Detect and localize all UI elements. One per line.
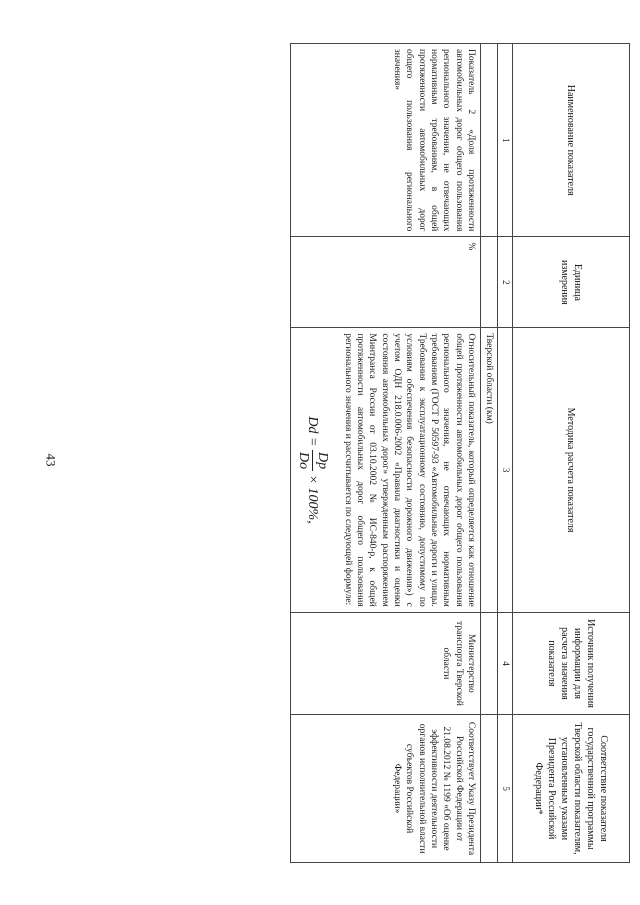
rotated-table-container xyxy=(200,43,630,863)
formula-lhs: Dd = xyxy=(305,416,321,447)
col-number: 1 xyxy=(498,44,513,237)
compliance-cell: Соответствует Указу Президента Российской Федерации от 21.08.2012 № 1199 «Об оценке эффективности деятельности органов исполнительной власти субъектов Российской Федерации» xyxy=(290,715,480,863)
col-number: 4 xyxy=(498,612,513,714)
indicator-table xyxy=(290,43,630,863)
formula-rhs: × 100%, xyxy=(305,474,321,524)
formula xyxy=(294,333,331,606)
column-number-row xyxy=(498,44,513,863)
header-method: Методика расчета показателя xyxy=(513,328,630,612)
header-name: Наименование показателя xyxy=(513,44,630,237)
method-cell xyxy=(290,328,480,612)
formula-denominator: Do xyxy=(296,451,311,470)
col-number: 2 xyxy=(498,237,513,328)
indicator-unit: % xyxy=(290,237,480,328)
method-text: Относительный показатель, который определяется как отношение общей протяженности автомобильных дорог общего пользования регионального значения, не отвечающих нормативным требованиям (ГОСТ Р 50597-93 «Автомобильные дороги и улицы. Требования к эксплуатационному состоянию, допустимому по условиям обеспечения безопасности дорожного движения») с учетом ОДН 218.0.006-2002 «Правила диагностики и оценки состояния автомобильных дорог» утвержденным распоряжением Минтранса России от 03.10.2002 № ИС-840-р, к общей протяженности автомобильных дорог общего пользования регионального значения и рассчитывается по следующей формуле: xyxy=(342,333,476,607)
header-unit: Единица измерения xyxy=(513,237,630,328)
source-cell: Министерство транспорта Тверской области xyxy=(290,612,480,714)
col-number: 3 xyxy=(498,328,513,612)
header-source: Источник получения информации для расчета значения показателя xyxy=(513,612,630,714)
merged-row-text: Тверской области (км) xyxy=(480,328,497,612)
table-row xyxy=(290,44,480,863)
indicator-name: Показатель 2 «Доля протяженности автомобильных дорог общего пользования регионального значения, не отвечающих нормативным требованиям, в общей протяженности автомобильных дорог общего пользования регионального значения» xyxy=(290,44,480,237)
merged-row xyxy=(480,44,497,863)
header-compliance: Соответствие показателя государственной программы Тверской области показателям, установленным указами Президента Российской Федерации* xyxy=(513,715,630,863)
page-number: 43 xyxy=(43,453,59,467)
header-row xyxy=(513,44,630,863)
formula-numerator: Dp xyxy=(312,450,331,471)
col-number: 5 xyxy=(498,715,513,863)
formula-fraction xyxy=(294,450,331,471)
